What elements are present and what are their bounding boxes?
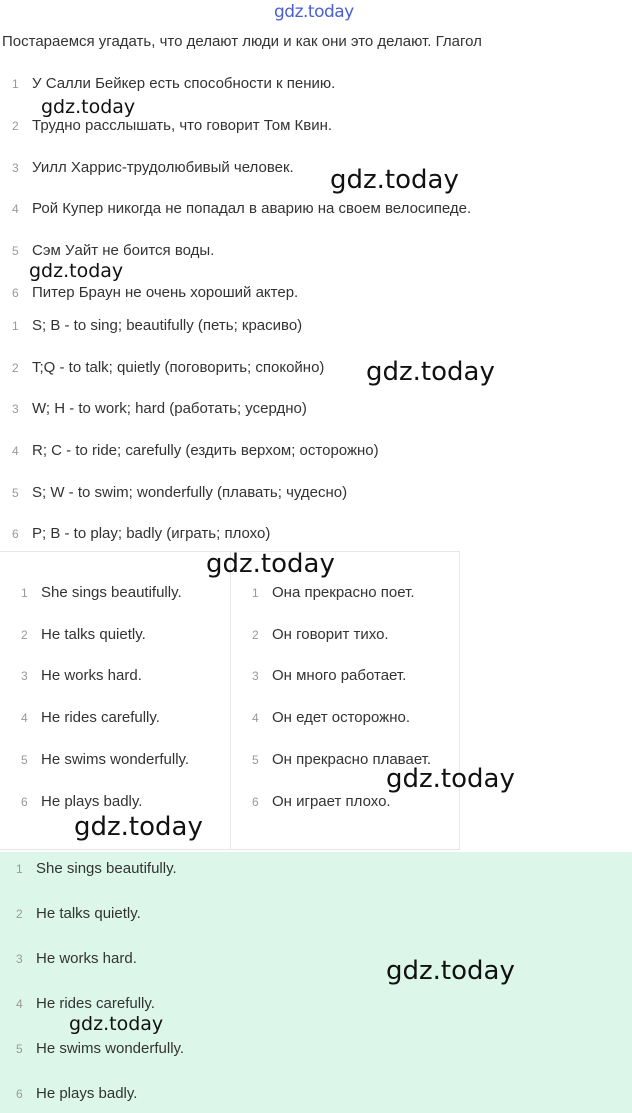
sentence-row-1	[12, 75, 335, 92]
table-cell: She sings beautifully.	[41, 584, 182, 601]
row-number: 1	[12, 77, 19, 91]
final-text: He talks quietly.	[36, 905, 141, 922]
table-left-row-3	[21, 667, 142, 684]
row-number: 4	[12, 202, 19, 216]
sentence-text: Рой Купер никогда не попадал в аварию на своем велосипеде.	[32, 200, 472, 217]
watermark: gdz.today	[69, 1013, 164, 1035]
row-number: 2	[12, 361, 19, 375]
row-number: 6	[16, 1087, 23, 1101]
answer-row-2	[12, 359, 324, 376]
row-number: 6	[21, 795, 28, 809]
table-cell: He swims wonderfully.	[41, 751, 190, 768]
table-left-row-6	[21, 793, 142, 810]
row-number: 1	[252, 586, 259, 600]
answer-row-1	[12, 317, 302, 334]
row-number: 2	[16, 907, 23, 921]
row-number: 3	[21, 669, 28, 683]
row-number: 4	[21, 711, 28, 725]
sentence-text: Питер Браун не очень хороший актер.	[32, 284, 299, 301]
table-right-row-2	[252, 626, 389, 643]
row-number: 6	[12, 527, 19, 541]
final-answer-block	[0, 852, 632, 1113]
watermark: gdz.today	[29, 260, 124, 282]
final-text: She sings beautifully.	[36, 860, 177, 877]
table-cell: He works hard.	[41, 667, 142, 684]
answer-text: T;Q - to talk; quietly (поговорить; спокойно)	[32, 359, 325, 376]
watermark: gdz.today	[330, 165, 459, 195]
answer-text: S; W - to swim; wonderfully (плавать; чудесно)	[32, 484, 348, 501]
final-text: He swims wonderfully.	[36, 1040, 185, 1057]
row-number: 2	[21, 628, 28, 642]
table-cell: He talks quietly.	[41, 626, 146, 643]
final-row-1	[16, 860, 177, 877]
table-cell: He plays badly.	[41, 793, 143, 810]
sentence-text: У Салли Бейкер есть способности к пению.	[32, 75, 336, 92]
table-right-row-6	[252, 793, 391, 810]
final-text: He works hard.	[36, 950, 137, 967]
table-cell: Он прекрасно плавает.	[272, 751, 432, 768]
table-cell: He rides carefully.	[41, 709, 160, 726]
watermark: gdz.today	[74, 812, 203, 842]
row-number: 4	[12, 444, 19, 458]
final-text: He plays badly.	[36, 1085, 138, 1102]
final-row-4	[16, 995, 155, 1012]
row-number: 2	[12, 119, 19, 133]
table-cell: Он едет осторожно.	[272, 709, 410, 726]
table-right-row-1	[252, 584, 415, 601]
answer-row-3	[12, 400, 307, 417]
row-number: 1	[16, 862, 23, 876]
row-number: 3	[252, 669, 259, 683]
answer-text: W; H - to work; hard (работать; усердно)	[32, 400, 307, 417]
sentence-text: Сэм Уайт не боится воды.	[32, 242, 215, 259]
table-right-row-3	[252, 667, 406, 684]
site-watermark-header: gdz.today	[274, 2, 354, 22]
row-number: 3	[12, 161, 19, 175]
row-number: 6	[12, 286, 19, 300]
watermark: gdz.today	[41, 96, 136, 118]
sentence-row-5	[12, 242, 214, 259]
table-cell: Она прекрасно поет.	[272, 584, 415, 601]
table-left-row-2	[21, 626, 146, 643]
table-left-row-1	[21, 584, 182, 601]
final-text: He rides carefully.	[36, 995, 155, 1012]
table-left-row-5	[21, 751, 189, 768]
row-number: 5	[252, 753, 259, 767]
sentence-row-3	[12, 159, 294, 176]
sentence-row-2	[12, 117, 332, 134]
answer-text: P; B - to play; badly (играть; плохо)	[32, 525, 271, 542]
intro-text: Постараемся угадать, что делают люди и как они это делают. Глагол	[2, 33, 482, 50]
watermark: gdz.today	[386, 956, 515, 986]
watermark: gdz.today	[206, 549, 335, 579]
answer-text: R; C - to ride; carefully (ездить верхом; осторожно)	[32, 442, 379, 459]
table-cell: Он много работает.	[272, 667, 407, 684]
sentence-text: Трудно расслышать, что говорит Том Квин.	[32, 117, 333, 134]
row-number: 4	[16, 997, 23, 1011]
row-number: 3	[16, 952, 23, 966]
row-number: 1	[21, 586, 28, 600]
final-row-6	[16, 1085, 137, 1102]
answer-text: S; B - to sing; beautifully (петь; красиво)	[32, 317, 303, 334]
sentence-row-6	[12, 284, 298, 301]
row-number: 3	[12, 402, 19, 416]
row-number: 4	[252, 711, 259, 725]
final-row-2	[16, 905, 141, 922]
table-cell: Он говорит тихо.	[272, 626, 389, 643]
answer-row-5	[12, 484, 347, 501]
row-number: 2	[252, 628, 259, 642]
answer-row-4	[12, 442, 379, 459]
table-left-row-4	[21, 709, 160, 726]
sentence-row-4	[12, 200, 471, 217]
row-number: 6	[252, 795, 259, 809]
watermark: gdz.today	[386, 764, 515, 794]
table-cell: Он играет плохо.	[272, 793, 391, 810]
watermark: gdz.today	[366, 357, 495, 387]
final-row-5	[16, 1040, 184, 1057]
row-number: 5	[21, 753, 28, 767]
row-number: 5	[12, 486, 19, 500]
final-row-3	[16, 950, 137, 967]
row-number: 5	[12, 244, 19, 258]
table-right-row-4	[252, 709, 410, 726]
row-number: 5	[16, 1042, 23, 1056]
sentence-text: Уилл Харрис-трудолюбивый человек.	[32, 159, 294, 176]
answer-row-6	[12, 525, 270, 542]
row-number: 1	[12, 319, 19, 333]
table-divider	[230, 552, 231, 849]
